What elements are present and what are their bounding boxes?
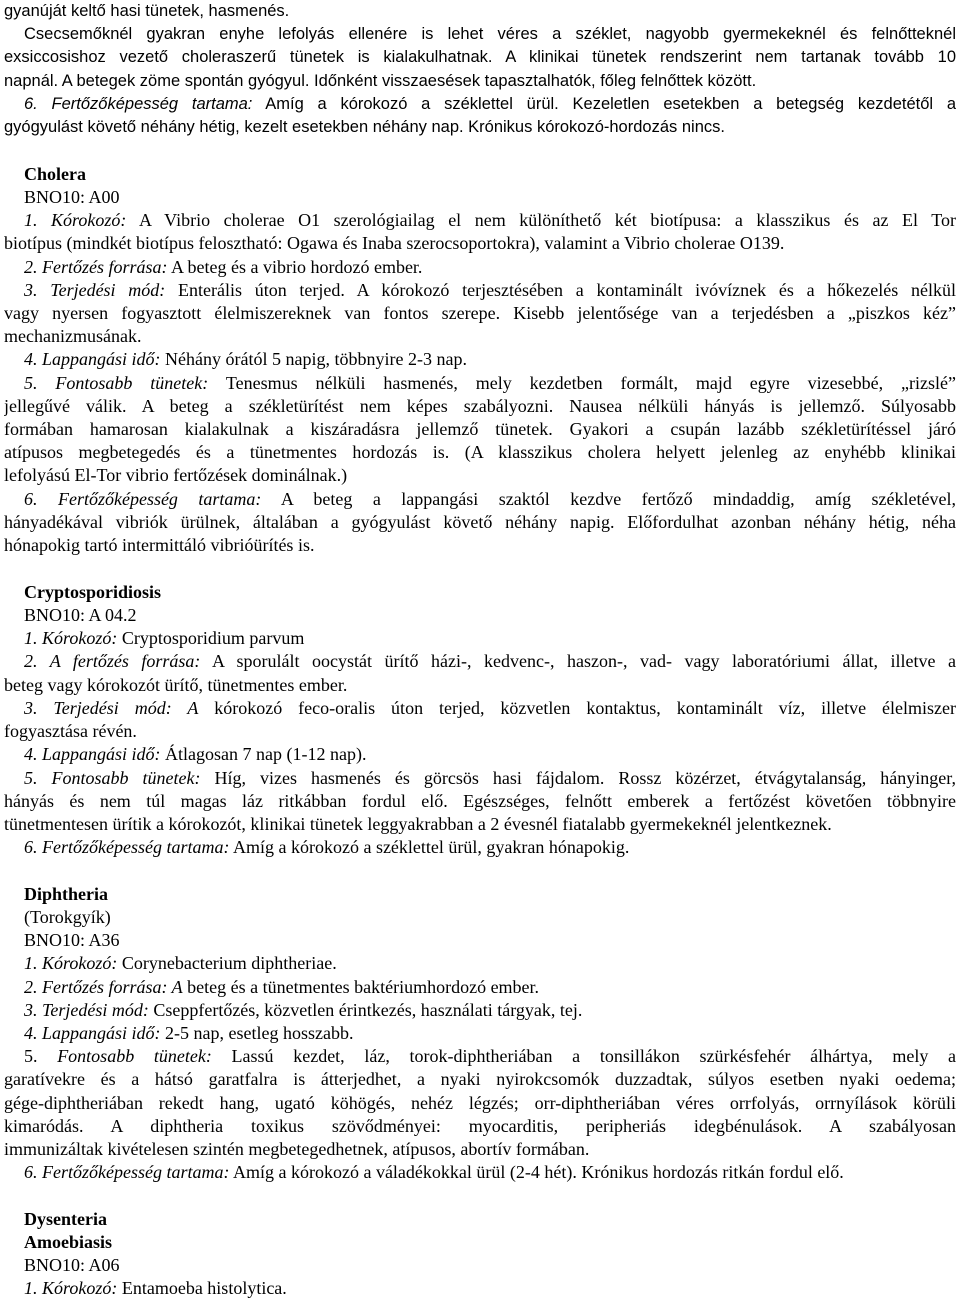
text-line: Csecsemőknél gyakran enyhe lefolyás ellenére is lehet véres a széklet, nagyobb gyermekeknél és felnőtteknél xyxy=(24,25,956,43)
section-subtitle: (Torokgyík) xyxy=(24,907,111,927)
text-line xyxy=(24,488,956,512)
bno-code: BNO10: A00 xyxy=(24,187,120,207)
text-line xyxy=(24,999,956,1023)
text-line: hányás és nem túl magas láz ritkábban fordul elő. Egészséges, felnőtt emberek a fertőzést követően többnyire xyxy=(4,791,956,811)
field-label: 6. Fertőzőképesség tartama: xyxy=(24,489,262,509)
field-label: 4. Lappangási idő: xyxy=(24,744,161,764)
text-line: jellegűvé válik. A beteg a székletürítést nem képes szabályozni. Nausea nélküli hányás is jellemző. Súlyosabb xyxy=(4,396,956,416)
text-line xyxy=(24,256,956,280)
text-line: biotípus (mindkét biotípus felosztható: Ogawa és Inaba szerocsoportokra), valamint a Vibrio cholerae O139. xyxy=(4,233,785,253)
text-line xyxy=(24,1045,956,1069)
field-text: Entamoeba histolytica. xyxy=(117,1278,287,1298)
field-text: beteg és a tünetmentes baktériumhordozó ember. xyxy=(182,977,540,997)
text-line xyxy=(24,1277,956,1301)
field-text: Corynebacterium diphtheriae. xyxy=(117,953,337,973)
field-label: 1. Kórokozó: xyxy=(24,953,118,973)
text-line xyxy=(24,650,956,674)
field-text: Amíg a kórokozó a váladékokkal ürül (2-4 hét). Krónikus hordozás ritkán fordul elő. xyxy=(229,1162,844,1182)
field-text: Átlagosan 7 nap (1-12 nap). xyxy=(160,744,367,764)
field-text: Cseppfertőzés, közvetlen érintkezés, használati tárgyak, tej. xyxy=(148,1000,583,1020)
field-label: 3. Terjedési mód: A xyxy=(24,698,199,718)
text-line: mechanizmusának. xyxy=(4,326,142,346)
field-text: kórokozó feco-oralis úton terjed, közvetlen kontaktus, kontaminált víz, illetve élelmiszer xyxy=(198,698,956,718)
field-text: Lassú kezdet, láz, torok-diphtheriában a tonsillákon szürkésfehér álhártya, mely a xyxy=(211,1046,956,1066)
text-line: formában hamarosan kialakulnak a kiszáradásra jellemző tünetek. Gyakori a csupán lazább székletürítéssel járó xyxy=(4,419,956,439)
field-label: 4. Lappangási idő: xyxy=(24,349,161,369)
text-line: beteg vagy kórokozót ürítő, tünetmentes ember. xyxy=(4,675,348,695)
item-number: 5. xyxy=(24,1046,58,1066)
text-line: gyógyulást követő néhány hétig, kezelt esetekben néhány nap. Krónikus kórokozó-hordozás nincs. xyxy=(4,118,725,136)
field-label: 6. Fertőzőképesség tartama: xyxy=(24,1162,230,1182)
field-label: 6. Fertőzőképesség tartama: xyxy=(24,837,230,857)
text-line: napnál. A betegek zöme spontán gyógyul. Időnként visszaesések tapasztalhatók, főleg felnőttek között. xyxy=(4,72,757,90)
text-line: fogyasztása révén. xyxy=(4,721,137,741)
field-label: 3. Terjedési mód: xyxy=(24,1000,149,1020)
field-text: Cryptosporidium parvum xyxy=(117,628,305,648)
text-line xyxy=(24,372,956,396)
text-line xyxy=(24,1022,956,1046)
text-line: garatívekre és a hátsó garatfalra is átterjedhet, a nyaki nyirokcsomók duzzadtak, súlyos esetben nyaki oedema; xyxy=(4,1069,956,1089)
text-line xyxy=(24,697,956,721)
text-line xyxy=(24,348,956,372)
field-text: Tenesmus nélküli hasmenés, mely kezdetben formált, majd egyre vizesebbé, „rizslé” xyxy=(208,373,956,393)
text-line xyxy=(24,767,956,791)
text-line xyxy=(24,976,956,1000)
bno-code: BNO10: A36 xyxy=(24,930,120,950)
section-subtitle: Amoebiasis xyxy=(24,1232,113,1252)
text-line xyxy=(24,93,956,117)
text-line: vagy nyersen fogyasztott élelmiszereknek van fontos szerepe. Kisebb jelentősége van a terjedésben a „piszkos kéz” xyxy=(4,303,956,323)
text-line xyxy=(24,279,956,303)
field-label: 2. Fertőzés forrása: A xyxy=(24,977,183,997)
text-line: gyanúját keltő hasi tünetek, hasmenés. xyxy=(4,2,290,20)
text-line: atípusos megbetegedés és a tünetmentes hordozás is. (A klasszikus cholera helyett jelenleg az enyhébb klinikai xyxy=(4,442,956,462)
field-label: 5. Fontosabb tünetek: xyxy=(24,373,209,393)
field-text: Híg, vizes hasmenés és görcsös hasi fájdalom. Rossz közérzet, étvágytalanság, hányinger, xyxy=(200,768,956,788)
text-line: hónapokig tartó intermittáló vibrióürítés is. xyxy=(4,535,315,555)
text-line: tünetmentesen ürítik a kórokozót, klinikai tünetek leggyakrabban a 2 évesnél fiatalabb gyermekeknél jelentkeznek. xyxy=(4,814,832,834)
field-label: 1. Kórokozó: xyxy=(24,210,127,230)
field-text: A beteg és a vibrio hordozó ember. xyxy=(167,257,423,277)
field-label: 1. Kórokozó: xyxy=(24,1278,118,1298)
section-title: Cryptosporidiosis xyxy=(24,582,162,602)
bno-code: BNO10: A06 xyxy=(24,1255,120,1275)
field-label: 2. A fertőzés forrása: xyxy=(24,651,201,671)
text-line: gége-diphtheriában rekedt hang, ugató köhögés, nehéz légzés; orr-diphtheriában véres orrfolyás, orrnyílások körüli xyxy=(4,1093,956,1113)
section-title: Dysenteria xyxy=(24,1209,107,1229)
section-title: Diphtheria xyxy=(24,884,109,904)
text-line: lefolyású El-Tor vibrio fertőzések dominálnak.) xyxy=(4,465,348,485)
text-line: exsiccosishoz vezető choleraszerű tünetek is kialakulhatnak. A klinikai tünetek rendszerint nem tartanak tovább 10 xyxy=(4,48,956,66)
text-line: hányadékával vibriók ürülnek, általában a gyógyulást követő néhány napig. Előfordulhat azonban néhány hétig, néha xyxy=(4,512,956,532)
section-title: Cholera xyxy=(24,164,86,184)
field-label: 2. Fertőzés forrása: xyxy=(24,257,168,277)
text-line xyxy=(24,952,956,976)
text-line xyxy=(24,836,956,860)
field-text: Amíg a kórokozó a széklettel ürül, gyakran hónapokig. xyxy=(229,837,630,857)
text-line xyxy=(24,743,956,767)
field-text: A Vibrio cholerae O1 szerológiailag el nem különíthető két biotípusa: a klasszikus és az El Tor xyxy=(126,210,956,230)
field-label: 6. Fertőzőképesség tartama: xyxy=(24,95,253,113)
field-text: A sporulált oocystát ürítő házi-, kedvenc-, haszon-, vad- vagy laboratóriumi állat, illetve a xyxy=(200,651,956,671)
text-line: kimaródás. A diphtheria toxikus szövődményei: myocarditis, peripheriás idegbénulások. A szabályosan xyxy=(4,1116,956,1136)
field-label: 4. Lappangási idő: xyxy=(24,1023,161,1043)
field-label: 1. Kórokozó: xyxy=(24,628,118,648)
field-text: A beteg a lappangási szaktól kezdve fertőző mindaddig, amíg székletével, xyxy=(261,489,956,509)
field-text: Enterális úton terjed. A kórokozó terjesztésében a kontaminált ivóvíznek és a hőkezelés nélkül xyxy=(165,280,956,300)
field-label: 5. Fontosabb tünetek: xyxy=(24,768,201,788)
field-label: Fontosabb tünetek: xyxy=(57,1046,212,1066)
field-text: 2-5 nap, esetleg hosszabb. xyxy=(160,1023,354,1043)
field-text: Amíg a kórokozó a széklettel ürül. Kezeletlen esetekben a betegség kezdetétől a xyxy=(252,95,956,113)
field-label: 3. Terjedési mód: xyxy=(24,280,166,300)
field-text: Néhány órától 5 napig, többnyire 2-3 nap. xyxy=(160,349,467,369)
text-line xyxy=(24,209,956,233)
text-line xyxy=(24,627,956,651)
text-line xyxy=(24,1161,956,1185)
bno-code: BNO10: A 04.2 xyxy=(24,605,137,625)
text-line: immunizáltak kivételesen szintén megbetegedhetnek, atípusos, abortív formában. xyxy=(4,1139,590,1159)
